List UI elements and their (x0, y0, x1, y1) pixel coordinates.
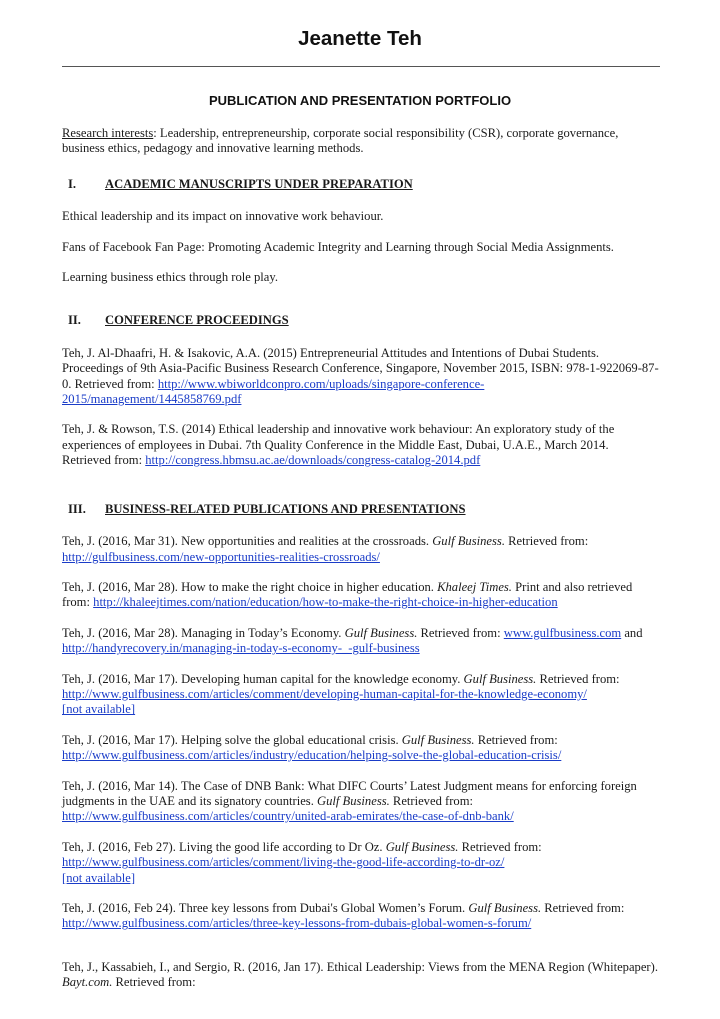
section-title: ACADEMIC MANUSCRIPTS UNDER PREPARATION (105, 176, 413, 191)
author-name: Jeanette Teh (298, 27, 422, 50)
citation-link[interactable]: http://gulfbusiness.com/new-opportunities-realities-crossroads/ (62, 549, 380, 564)
citation-source: Gulf Business. (385, 839, 459, 854)
citation-retrieved: Retrieved from: (474, 732, 558, 747)
conference-entry (62, 422, 660, 468)
document-title: PUBLICATION AND PRESENTATION PORTFOLIO (208, 93, 512, 108)
citation-link[interactable]: http://khaleejtimes.com/nation/education/how-to-make-the-right-choice-in-higher-education (93, 595, 558, 610)
publication-entry (62, 960, 660, 991)
manuscript-item: Fans of Facebook Fan Page: Promoting Academic Integrity and Learning through Social Media Assignments. (62, 239, 614, 254)
citation-source: Bayt.com. (62, 975, 113, 990)
citation-text: Teh, J. (2016, Feb 27). Living the good life according to Dr Oz. (62, 839, 386, 854)
citation-text: Teh, J. (2016, Mar 31). New opportunities and realities at the crossroads. (62, 534, 433, 549)
not-available-note[interactable]: [not available] (62, 702, 136, 717)
citation-source: Gulf Business. (344, 625, 418, 640)
citation-link[interactable]: http://www.gulfbusiness.com/articles/comment/developing-human-capital-for-the-knowledge-economy/ (62, 686, 587, 701)
citation-link[interactable]: http://www.gulfbusiness.com/articles/industry/education/helping-solve-the-global-education-crisis/ (62, 748, 562, 763)
citation-link[interactable]: http://www.gulfbusiness.com/articles/comment/living-the-good-life-according-to-dr-oz/ (62, 855, 505, 870)
citation-text: Teh, J. Al-Dhaafri, H. & Isakovic, A.A. (2015) Entrepreneurial Attitudes and Intentions of Dubai Students. Proceedings of 9th Asia-Pacific Business Research Conference, Singapore, November 2015, ISBN: 978-1-922069-87-0. Retrieved from: (62, 345, 659, 391)
section-heading-manuscripts (62, 177, 660, 192)
citation-retrieved: Retrieved from: (504, 534, 589, 549)
citation-source: Khaleej Times. (437, 579, 512, 594)
citation-text: Teh, J. (2016, Mar 28). Managing in Today’s Economy. (62, 625, 345, 640)
manuscript-item: Learning business ethics through role play. (62, 270, 279, 285)
publication-entry (62, 534, 660, 565)
citation-text: Teh, J. (2016, Mar 28). How to make the right choice in higher education. (62, 579, 438, 594)
publication-entry (62, 626, 660, 657)
publication-entry (62, 580, 660, 611)
publication-entry (62, 840, 660, 886)
citation-text: Teh, J., Kassabieh, I., and Sergio, R. (2016, Jan 17). Ethical Leadership: Views from the MENA Region (Whitepaper). (62, 959, 658, 974)
citation-retrieved: Retrieved from: (417, 625, 504, 640)
document-body (62, 126, 660, 1006)
citation-text: Teh, J. (2016, Feb 24). Three key lessons from Dubai's Global Women’s Forum. (62, 901, 469, 915)
citation-text: Teh, J. (2016, Mar 17). Helping solve the global educational crisis. (62, 732, 402, 747)
publication-entry (62, 672, 660, 718)
publication-entry (62, 901, 660, 932)
citation-retrieved: Retrieved from: (389, 793, 473, 808)
research-interests (62, 126, 660, 157)
citation-link[interactable]: http://www.gulfbusiness.com/articles/three-key-lessons-from-dubais-global-women-s-forum/ (62, 916, 532, 931)
section-title: BUSINESS-RELATED PUBLICATIONS AND PRESENTATIONS (105, 501, 466, 516)
citation-text: Teh, J. (2016, Mar 14). The Case of DNB Bank: What DIFC Courts’ Latest Judgment means for enforcing foreign judgments in the UAE and its signatory countries. (62, 778, 637, 808)
citation-text: Teh, J. (2016, Mar 17). Developing human capital for the knowledge economy. (62, 671, 464, 686)
section-heading-conference (62, 313, 660, 328)
citation-source: Gulf Business. (317, 793, 390, 808)
citation-link-secondary[interactable]: http://handyrecovery.in/managing-in-today-s-economy-_-gulf-business (62, 641, 420, 656)
citation-link[interactable]: http://www.gulfbusiness.com/articles/country/united-arab-emirates/the-case-of-dnb-bank/ (62, 809, 514, 824)
citation-retrieved: Retrieved from: (541, 901, 625, 915)
citation-retrieved: Retrieved from: (458, 839, 542, 854)
publication-entry (62, 779, 660, 825)
manuscript-item: Ethical leadership and its impact on innovative work behaviour. (62, 209, 384, 224)
section-number: II. (68, 313, 81, 328)
citation-source: Gulf Business. (401, 732, 475, 747)
section-number: I. (68, 176, 77, 191)
citation-source: Gulf Business. (432, 534, 505, 549)
citation-and: and (621, 625, 643, 640)
citation-source: Gulf Business. (468, 901, 542, 915)
citation-link[interactable]: http://congress.hbmsu.ac.ae/downloads/congress-catalog-2014.pdf (145, 453, 481, 468)
section-number: III. (68, 501, 86, 516)
publication-entry (62, 733, 660, 764)
conference-entry (62, 346, 660, 408)
citation-retrieved: Retrieved from: (112, 975, 196, 990)
section-title: CONFERENCE PROCEEDINGS (105, 313, 289, 328)
citation-link[interactable]: www.gulfbusiness.com (503, 625, 622, 640)
citation-retrieved: Print and also retrieved from: (62, 579, 633, 610)
not-available-note[interactable]: [not available] (62, 870, 136, 885)
citation-source: Gulf Business. (463, 671, 537, 686)
citation-link[interactable]: http://www.wbiworldconpro.com/uploads/singapore-conference-2015/management/1445858769.pdf (62, 376, 485, 407)
research-interests-text: : Leadership, entrepreneurship, corporate social responsibility (CSR), corporate governance, business ethics, pedagogy and innovative learning methods. (62, 126, 619, 156)
research-interests-label: Research interests (62, 126, 154, 140)
citation-retrieved: Retrieved from: (536, 671, 620, 686)
section-heading-business (62, 502, 660, 517)
citation-text: Teh, J. & Rowson, T.S. (2014) Ethical leadership and innovative work behaviour: An exploratory study of the experiences of employees in Dubai. 7th Quality Conference in the Middle East, Dubai, U.A.E., March 2014. Retrieved from: (62, 422, 615, 468)
header-divider (62, 66, 660, 67)
